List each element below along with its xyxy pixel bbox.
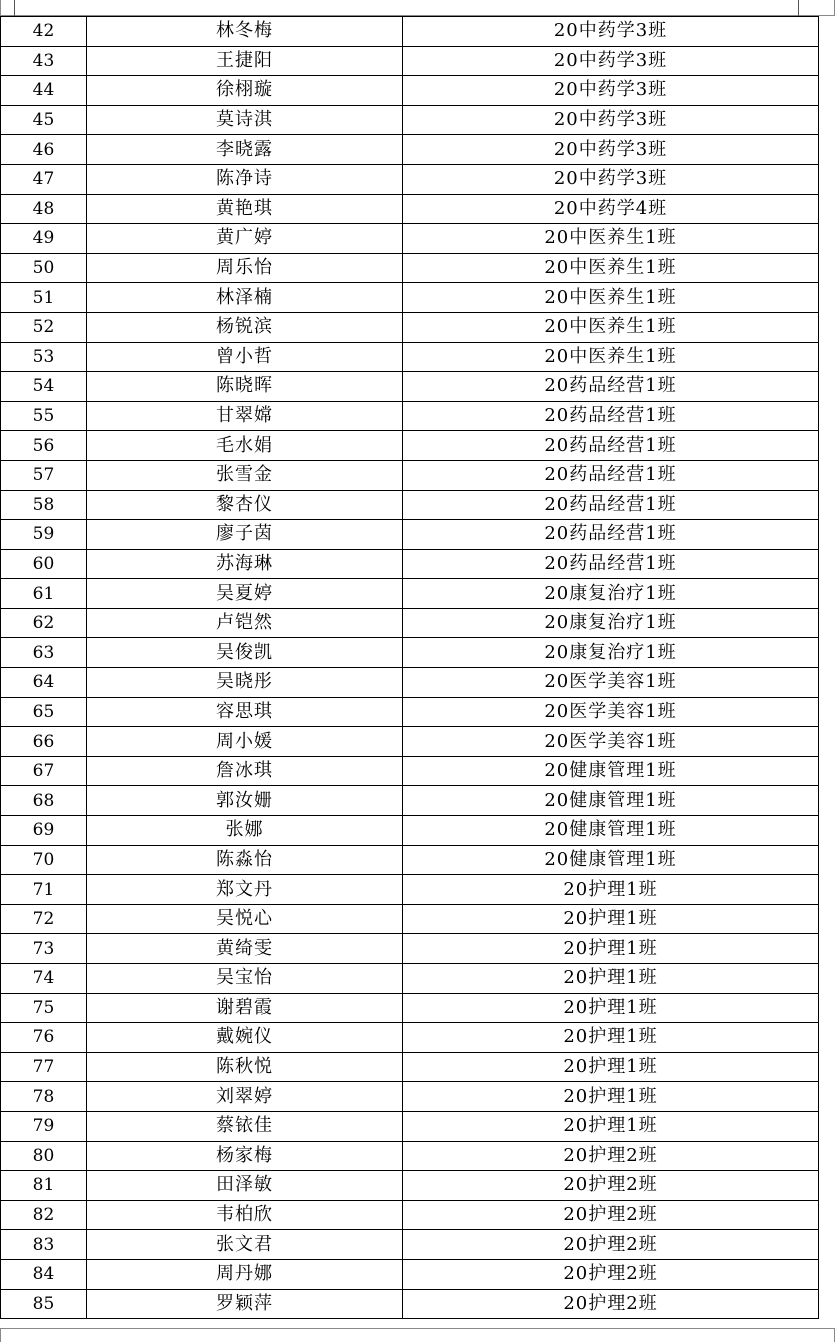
student-class: 20医学美容1班: [403, 668, 819, 698]
table-row: [1, 283, 819, 313]
student-class: 20中药学3班: [403, 46, 819, 76]
table-row: [1, 875, 819, 905]
student-roster-table: [0, 16, 819, 1319]
table-row: [1, 342, 819, 372]
student-name: 卢铠然: [87, 608, 403, 638]
table-row: [1, 1082, 819, 1112]
table-row: [1, 194, 819, 224]
table-row: [1, 1289, 819, 1319]
student-name: 莫诗淇: [87, 105, 403, 135]
student-name: 罗颖萍: [87, 1289, 403, 1319]
student-name: 容思琪: [87, 697, 403, 727]
student-name: 张雪金: [87, 460, 403, 490]
student-name: 周小媛: [87, 727, 403, 757]
table-row: [1, 904, 819, 934]
row-number: 78: [1, 1082, 87, 1112]
student-name: 周丹娜: [87, 1259, 403, 1289]
student-name: 吴俊凯: [87, 638, 403, 668]
student-name: 黄绮雯: [87, 934, 403, 964]
row-number: 73: [1, 934, 87, 964]
student-name: 吴宝怡: [87, 964, 403, 994]
row-number: 70: [1, 845, 87, 875]
row-number: 72: [1, 904, 87, 934]
row-number: 62: [1, 608, 87, 638]
table-row: [1, 401, 819, 431]
table-row: [1, 845, 819, 875]
student-name: 杨锐滨: [87, 312, 403, 342]
student-name: 陈淼怡: [87, 845, 403, 875]
table-row: [1, 1259, 819, 1289]
table-row: [1, 312, 819, 342]
student-name: 蔡铱佳: [87, 1111, 403, 1141]
student-name: 李晓露: [87, 135, 403, 165]
student-class: 20护理1班: [403, 964, 819, 994]
row-number: 59: [1, 520, 87, 550]
row-number: 47: [1, 164, 87, 194]
table-row: [1, 668, 819, 698]
row-number: 79: [1, 1111, 87, 1141]
student-class: 20康复治疗1班: [403, 638, 819, 668]
student-name: 徐栩璇: [87, 76, 403, 106]
row-number: 51: [1, 283, 87, 313]
student-name: 詹冰琪: [87, 756, 403, 786]
student-name: 廖子茵: [87, 520, 403, 550]
student-name: 毛水娟: [87, 431, 403, 461]
table-row: [1, 727, 819, 757]
row-number: 42: [1, 17, 87, 47]
student-class: 20药品经营1班: [403, 490, 819, 520]
row-number: 43: [1, 46, 87, 76]
student-class: 20药品经营1班: [403, 431, 819, 461]
table-row: [1, 756, 819, 786]
student-class: 20药品经营1班: [403, 372, 819, 402]
row-number: 66: [1, 727, 87, 757]
student-name: 张文君: [87, 1230, 403, 1260]
row-number: 81: [1, 1171, 87, 1201]
student-class: 20中医养生1班: [403, 224, 819, 254]
student-name: 郑文丹: [87, 875, 403, 905]
student-class: 20护理1班: [403, 1052, 819, 1082]
student-name: 黄艳琪: [87, 194, 403, 224]
row-number: 71: [1, 875, 87, 905]
student-class: 20医学美容1班: [403, 727, 819, 757]
table-row: [1, 1023, 819, 1053]
row-number: 49: [1, 224, 87, 254]
student-class: 20护理1班: [403, 904, 819, 934]
student-class: 20护理2班: [403, 1289, 819, 1319]
student-name: 周乐怡: [87, 253, 403, 283]
row-number: 58: [1, 490, 87, 520]
row-number: 63: [1, 638, 87, 668]
table-row: [1, 993, 819, 1023]
table-row: [1, 76, 819, 106]
student-class: 20护理1班: [403, 1023, 819, 1053]
student-class: 20药品经营1班: [403, 460, 819, 490]
student-class: 20中药学3班: [403, 105, 819, 135]
row-number: 60: [1, 549, 87, 579]
student-class: 20护理2班: [403, 1141, 819, 1171]
row-number: 52: [1, 312, 87, 342]
row-number: 77: [1, 1052, 87, 1082]
student-name: 戴婉仪: [87, 1023, 403, 1053]
student-class: 20健康管理1班: [403, 786, 819, 816]
student-name: 吴夏婷: [87, 579, 403, 609]
table-row: [1, 520, 819, 550]
table-row: [1, 934, 819, 964]
student-class: 20护理2班: [403, 1259, 819, 1289]
student-class: 20中药学3班: [403, 17, 819, 47]
row-number: 68: [1, 786, 87, 816]
student-name: 黎杏仪: [87, 490, 403, 520]
student-name: 甘翠嫦: [87, 401, 403, 431]
student-class: 20医学美容1班: [403, 697, 819, 727]
student-class: 20康复治疗1班: [403, 579, 819, 609]
row-number: 64: [1, 668, 87, 698]
student-class: 20健康管理1班: [403, 756, 819, 786]
row-number: 45: [1, 105, 87, 135]
student-name: 杨家梅: [87, 1141, 403, 1171]
table-row: [1, 608, 819, 638]
row-number: 85: [1, 1289, 87, 1319]
row-number: 69: [1, 816, 87, 846]
student-class: 20药品经营1班: [403, 520, 819, 550]
student-name: 谢碧霞: [87, 993, 403, 1023]
table-row: [1, 372, 819, 402]
row-number: 55: [1, 401, 87, 431]
row-number: 48: [1, 194, 87, 224]
student-class: 20护理1班: [403, 993, 819, 1023]
student-class: 20护理2班: [403, 1230, 819, 1260]
student-class: 20药品经营1班: [403, 549, 819, 579]
table-row: [1, 1052, 819, 1082]
student-name: 韦柏欣: [87, 1200, 403, 1230]
table-row: [1, 964, 819, 994]
student-class: 20护理2班: [403, 1171, 819, 1201]
row-number: 44: [1, 76, 87, 106]
table-row: [1, 105, 819, 135]
row-number: 76: [1, 1023, 87, 1053]
student-class: 20健康管理1班: [403, 816, 819, 846]
student-name: 林冬梅: [87, 17, 403, 47]
table-row: [1, 786, 819, 816]
row-number: 57: [1, 460, 87, 490]
table-row: [1, 549, 819, 579]
student-class: 20护理1班: [403, 934, 819, 964]
student-name: 苏海琳: [87, 549, 403, 579]
table-row: [1, 816, 819, 846]
student-class: 20中药学3班: [403, 164, 819, 194]
row-number: 82: [1, 1200, 87, 1230]
table-row: [1, 253, 819, 283]
row-number: 53: [1, 342, 87, 372]
row-number: 74: [1, 964, 87, 994]
student-name: 吴悦心: [87, 904, 403, 934]
table-row: [1, 431, 819, 461]
table-row: [1, 697, 819, 727]
student-class: 20中医养生1班: [403, 283, 819, 313]
student-name: 张娜: [87, 816, 403, 846]
student-name: 陈秋悦: [87, 1052, 403, 1082]
student-class: 20中医养生1班: [403, 253, 819, 283]
student-name: 吴晓彤: [87, 668, 403, 698]
student-class: 20健康管理1班: [403, 845, 819, 875]
table-row: [1, 460, 819, 490]
student-class: 20中医养生1班: [403, 342, 819, 372]
student-name: 林泽楠: [87, 283, 403, 313]
row-number: 84: [1, 1259, 87, 1289]
row-number: 50: [1, 253, 87, 283]
table-row: [1, 1230, 819, 1260]
student-class: 20康复治疗1班: [403, 608, 819, 638]
row-number: 56: [1, 431, 87, 461]
page-top-edge: [0, 0, 835, 16]
student-class: 20中药学3班: [403, 76, 819, 106]
student-class: 20中药学3班: [403, 135, 819, 165]
student-class: 20药品经营1班: [403, 401, 819, 431]
student-name: 田泽敏: [87, 1171, 403, 1201]
table-row: [1, 638, 819, 668]
student-name: 郭汝姗: [87, 786, 403, 816]
student-name: 陈净诗: [87, 164, 403, 194]
student-name: 曾小哲: [87, 342, 403, 372]
row-number: 75: [1, 993, 87, 1023]
student-class: 20中医养生1班: [403, 312, 819, 342]
row-number: 65: [1, 697, 87, 727]
table-row: [1, 46, 819, 76]
table-row: [1, 1171, 819, 1201]
student-name: 王捷阳: [87, 46, 403, 76]
row-number: 80: [1, 1141, 87, 1171]
student-class: 20护理2班: [403, 1200, 819, 1230]
row-number: 54: [1, 372, 87, 402]
student-name: 刘翠婷: [87, 1082, 403, 1112]
page-corner-mark-right: [798, 0, 799, 16]
student-class: 20护理1班: [403, 1111, 819, 1141]
table-row: [1, 1111, 819, 1141]
table-row: [1, 579, 819, 609]
page-bottom-edge: [0, 1328, 835, 1342]
table-row: [1, 490, 819, 520]
student-name: 陈晓晖: [87, 372, 403, 402]
table-row: [1, 224, 819, 254]
student-class: 20护理1班: [403, 875, 819, 905]
table-row: [1, 1141, 819, 1171]
row-number: 61: [1, 579, 87, 609]
row-number: 46: [1, 135, 87, 165]
table-row: [1, 135, 819, 165]
page-corner-mark-left: [14, 0, 15, 16]
table-row: [1, 17, 819, 47]
student-name: 黄广婷: [87, 224, 403, 254]
row-number: 83: [1, 1230, 87, 1260]
table-row: [1, 1200, 819, 1230]
row-number: 67: [1, 756, 87, 786]
student-class: 20护理1班: [403, 1082, 819, 1112]
student-class: 20中药学4班: [403, 194, 819, 224]
table-row: [1, 164, 819, 194]
roster-body: [1, 17, 819, 1319]
